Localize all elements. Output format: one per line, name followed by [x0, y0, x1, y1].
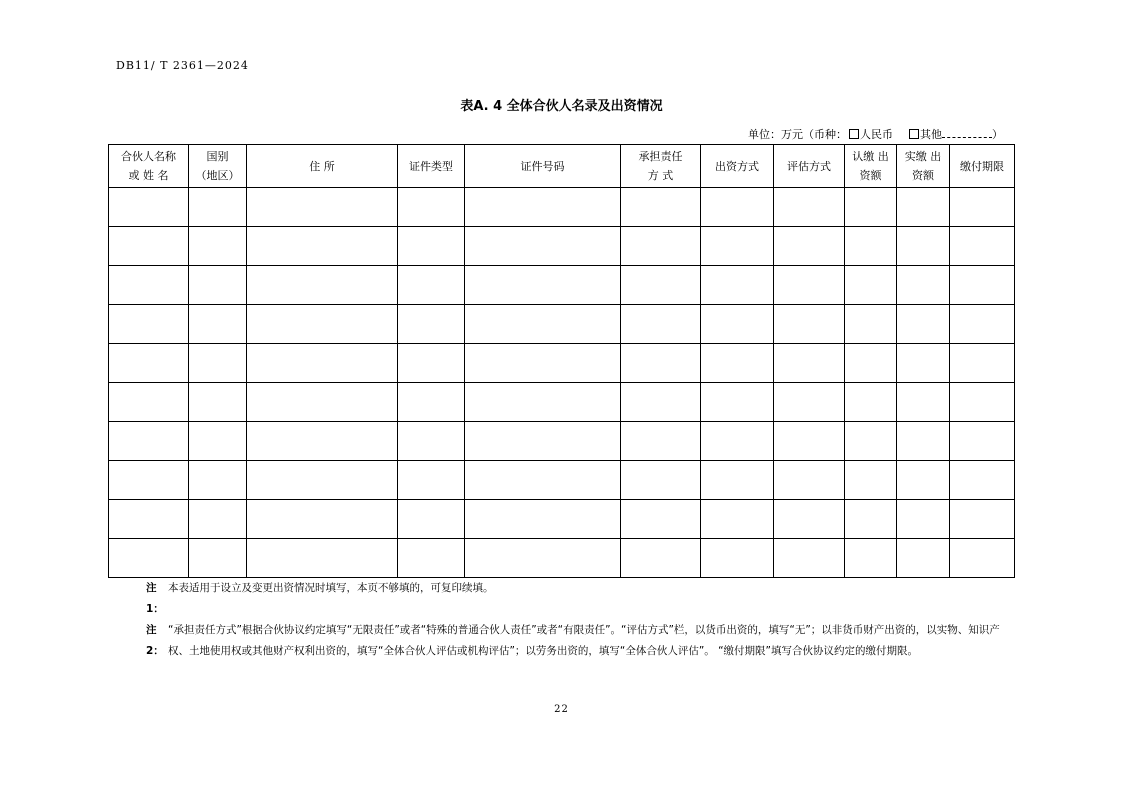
note-1-label: 注1：: [146, 582, 164, 615]
table-cell[interactable]: [621, 500, 701, 539]
table-cell[interactable]: [774, 539, 845, 578]
table-cell[interactable]: [701, 539, 774, 578]
page-number: 22: [554, 704, 569, 715]
header-row: [109, 145, 1015, 188]
table-cell[interactable]: [621, 305, 701, 344]
table-cell[interactable]: [897, 227, 950, 266]
table-cell[interactable]: [109, 461, 189, 500]
table-cell[interactable]: [701, 266, 774, 305]
table-cell[interactable]: [621, 266, 701, 305]
note-1: [146, 578, 1014, 620]
table-cell[interactable]: [465, 266, 621, 305]
table-cell[interactable]: [774, 383, 845, 422]
table-cell[interactable]: [189, 461, 247, 500]
table-cell[interactable]: [701, 227, 774, 266]
table-row: [109, 344, 1015, 383]
table-cell[interactable]: [247, 266, 398, 305]
table-cell[interactable]: [398, 539, 465, 578]
table-cell[interactable]: [189, 188, 247, 227]
table-cell[interactable]: [465, 422, 621, 461]
col-payment-deadline: 缴付期限: [950, 145, 1015, 188]
rmb-checkbox[interactable]: [849, 129, 859, 139]
table-cell[interactable]: [701, 344, 774, 383]
table-row: [109, 422, 1015, 461]
table-cell[interactable]: [465, 383, 621, 422]
table-row: [109, 266, 1015, 305]
table-cell[interactable]: [897, 461, 950, 500]
table-cell[interactable]: [109, 422, 189, 461]
table-cell[interactable]: [189, 500, 247, 539]
col-partner-name: 合伙人名称 或 姓 名: [109, 145, 189, 188]
unit-suffix: ）: [992, 128, 1003, 141]
table-cell[interactable]: [465, 500, 621, 539]
table-cell[interactable]: [774, 461, 845, 500]
table-cell[interactable]: [845, 266, 897, 305]
table-cell[interactable]: [701, 461, 774, 500]
table-cell[interactable]: [189, 383, 247, 422]
table-cell[interactable]: [109, 383, 189, 422]
table-cell[interactable]: [621, 188, 701, 227]
table-row: [109, 188, 1015, 227]
table-cell[interactable]: [950, 344, 1015, 383]
table-title: 表A. 4 全体合伙人名录及出资情况: [460, 99, 663, 114]
table-cell[interactable]: [465, 188, 621, 227]
table-cell[interactable]: [109, 500, 189, 539]
table-cell[interactable]: [950, 500, 1015, 539]
table-cell[interactable]: [950, 539, 1015, 578]
table-cell[interactable]: [189, 422, 247, 461]
other-currency-checkbox[interactable]: [909, 129, 919, 139]
col-valuation-method: 评估方式: [774, 145, 845, 188]
table-row: [109, 461, 1015, 500]
other-currency-label: 其他: [920, 128, 942, 141]
table-cell[interactable]: [950, 305, 1015, 344]
col-id-number: 证件号码: [465, 145, 621, 188]
table-cell[interactable]: [774, 227, 845, 266]
table-cell[interactable]: [247, 539, 398, 578]
table-cell[interactable]: [897, 188, 950, 227]
table-cell[interactable]: [845, 539, 897, 578]
table-cell[interactable]: [247, 344, 398, 383]
note-2-label: 注2：: [146, 624, 164, 657]
table-cell[interactable]: [189, 227, 247, 266]
table-cell[interactable]: [845, 344, 897, 383]
table-cell[interactable]: [701, 188, 774, 227]
table-cell[interactable]: [621, 539, 701, 578]
table-cell[interactable]: [465, 461, 621, 500]
table-cell[interactable]: [701, 422, 774, 461]
table-cell[interactable]: [897, 422, 950, 461]
col-contribution-method: 出资方式: [701, 145, 774, 188]
table-cell[interactable]: [189, 266, 247, 305]
table-cell[interactable]: [950, 461, 1015, 500]
table-cell[interactable]: [398, 344, 465, 383]
unit-prefix: 单位：万元（币种：: [748, 128, 847, 141]
table-cell[interactable]: [109, 305, 189, 344]
table-cell[interactable]: [950, 188, 1015, 227]
table-cell[interactable]: [701, 383, 774, 422]
table-cell[interactable]: [774, 266, 845, 305]
table-cell[interactable]: [189, 539, 247, 578]
table-cell[interactable]: [247, 422, 398, 461]
note-2: [146, 620, 1014, 662]
table-cell[interactable]: [247, 461, 398, 500]
standard-code: DB11/ T 2361—2024: [116, 59, 249, 72]
table-row: [109, 500, 1015, 539]
table-cell[interactable]: [950, 266, 1015, 305]
table-row: [109, 383, 1015, 422]
table-body: [109, 188, 1015, 578]
table-cell[interactable]: [398, 227, 465, 266]
table-cell[interactable]: [701, 305, 774, 344]
col-liability-type: 承担责任 方 式: [621, 145, 701, 188]
table-cell[interactable]: [398, 422, 465, 461]
table-cell[interactable]: [701, 500, 774, 539]
other-currency-blank[interactable]: [942, 128, 992, 138]
table-cell[interactable]: [774, 500, 845, 539]
table-cell[interactable]: [621, 344, 701, 383]
table-cell[interactable]: [621, 422, 701, 461]
table-cell[interactable]: [109, 344, 189, 383]
table-cell[interactable]: [950, 383, 1015, 422]
table-cell[interactable]: [897, 266, 950, 305]
table-cell[interactable]: [774, 344, 845, 383]
table-cell[interactable]: [109, 539, 189, 578]
partner-contribution-table: [108, 144, 1015, 578]
table-cell[interactable]: [109, 227, 189, 266]
table-cell[interactable]: [845, 422, 897, 461]
table-cell[interactable]: [845, 188, 897, 227]
table-cell[interactable]: [398, 383, 465, 422]
table-cell[interactable]: [621, 383, 701, 422]
currency-unit-line: [748, 126, 1003, 142]
table-row: [109, 227, 1015, 266]
table-cell[interactable]: [398, 188, 465, 227]
table-cell[interactable]: [398, 461, 465, 500]
table-cell[interactable]: [398, 305, 465, 344]
rmb-label: 人民币: [860, 128, 893, 141]
table-cell[interactable]: [774, 305, 845, 344]
table-cell[interactable]: [189, 305, 247, 344]
note-1-text: 本表适用于设立及变更出资情况时填写，本页不够填的，可复印续填。: [168, 582, 494, 594]
table-cell[interactable]: [621, 227, 701, 266]
table-cell[interactable]: [398, 266, 465, 305]
table-cell[interactable]: [398, 500, 465, 539]
notes: [146, 578, 1014, 662]
col-subscribed-amount: 认缴 出 资额: [845, 145, 897, 188]
table-cell[interactable]: [897, 539, 950, 578]
table-cell[interactable]: [845, 461, 897, 500]
table-cell[interactable]: [897, 500, 950, 539]
table-cell[interactable]: [465, 227, 621, 266]
table-cell[interactable]: [109, 188, 189, 227]
table-cell[interactable]: [774, 188, 845, 227]
table-cell[interactable]: [465, 305, 621, 344]
table-cell[interactable]: [247, 305, 398, 344]
table-cell[interactable]: [950, 422, 1015, 461]
table-cell[interactable]: [845, 383, 897, 422]
table-cell[interactable]: [845, 305, 897, 344]
col-id-type: 证件类型: [398, 145, 465, 188]
table-cell[interactable]: [845, 500, 897, 539]
table-cell[interactable]: [109, 266, 189, 305]
table-cell[interactable]: [247, 500, 398, 539]
table-cell[interactable]: [897, 344, 950, 383]
table-cell[interactable]: [247, 383, 398, 422]
table-cell[interactable]: [774, 422, 845, 461]
col-address: 住 所: [247, 145, 398, 188]
table-cell[interactable]: [897, 383, 950, 422]
col-paid-amount: 实缴 出 资额: [897, 145, 950, 188]
table-cell[interactable]: [897, 305, 950, 344]
table-row: [109, 305, 1015, 344]
col-country: 国别 （地区）: [189, 145, 247, 188]
table-cell[interactable]: [621, 461, 701, 500]
note-2-text: “承担责任方式”根据合伙协议约定填写“无限责任”或者“特殊的普通合伙人责任”或者“有限责任”。“评估方式”栏，以货币出资的，填写“无”；以非货币财产出资的，以实物、知识产权、土地使用权或其他财产权利出资的，填写“全体合伙人评估或机构评估”；以劳务出资的，填写“全体合伙人评估”。 “缴付期限”填写合伙协议约定的缴付期限。: [168, 624, 1000, 657]
table-row: [109, 539, 1015, 578]
table-cell[interactable]: [465, 344, 621, 383]
table-cell[interactable]: [465, 539, 621, 578]
table-cell[interactable]: [189, 344, 247, 383]
table-cell[interactable]: [845, 227, 897, 266]
table-cell[interactable]: [950, 227, 1015, 266]
table-cell[interactable]: [247, 227, 398, 266]
table-cell[interactable]: [247, 188, 398, 227]
